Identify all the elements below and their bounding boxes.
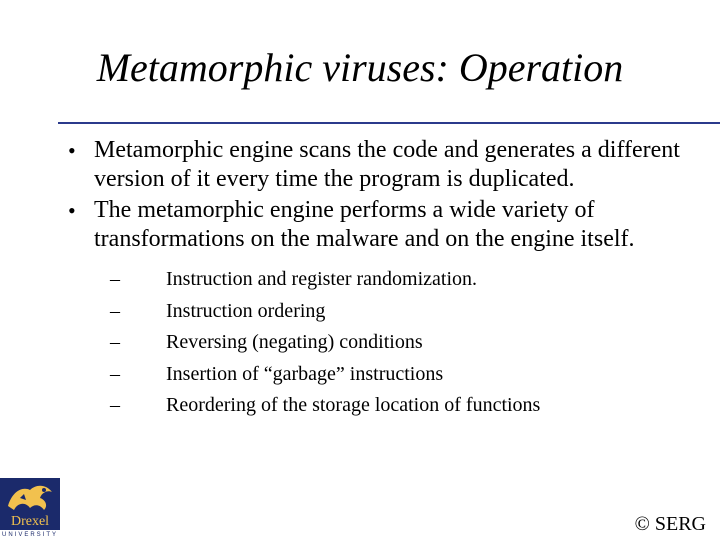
sub-bullet-item — [94, 296, 698, 328]
slide-content — [58, 136, 698, 424]
sub-bullet-marker: – — [110, 268, 120, 290]
bullet-text: Metamorphic engine scans the code and generates a different version of it every time the program is duplicated. — [94, 137, 680, 192]
sub-bullet-marker: – — [110, 394, 120, 416]
sub-bullet-marker: – — [110, 299, 120, 322]
sub-bullet-list — [94, 264, 698, 422]
sub-bullet-item — [94, 359, 698, 391]
title-divider — [58, 122, 720, 124]
bullet-marker: • — [68, 138, 76, 163]
dragon-icon — [0, 478, 60, 514]
logo-text: Drexel — [10, 514, 50, 529]
sub-bullet-item — [94, 390, 698, 422]
copyright: © SERG — [634, 513, 706, 535]
sub-bullet-marker: – — [110, 362, 120, 385]
slide-title: Metamorphic viruses: Operation — [96, 45, 624, 90]
sub-bullet-item — [94, 327, 698, 359]
sub-bullet-item — [94, 264, 698, 296]
bullet-item-2 — [58, 196, 698, 422]
sub-bullet-text: Insertion of “garbage” instructions — [166, 362, 444, 385]
bullet-list — [58, 136, 698, 422]
sub-bullet-text: Reversing (negating) conditions — [166, 331, 423, 353]
sub-bullet-text: Instruction ordering — [166, 299, 326, 322]
bullet-text: The metamorphic engine performs a wide variety of transformations on the malware and on the engine itself. — [94, 197, 635, 252]
bullet-marker: • — [68, 198, 76, 223]
bullet-item-1 — [58, 136, 698, 194]
drexel-logo — [0, 478, 60, 540]
sub-bullet-text: Instruction and register randomization. — [166, 268, 478, 290]
sub-bullet-marker: – — [110, 331, 120, 353]
sub-bullet-text: Reordering of the storage location of functions — [166, 394, 541, 416]
logo-subtext: UNIVERSITY — [1, 532, 58, 538]
